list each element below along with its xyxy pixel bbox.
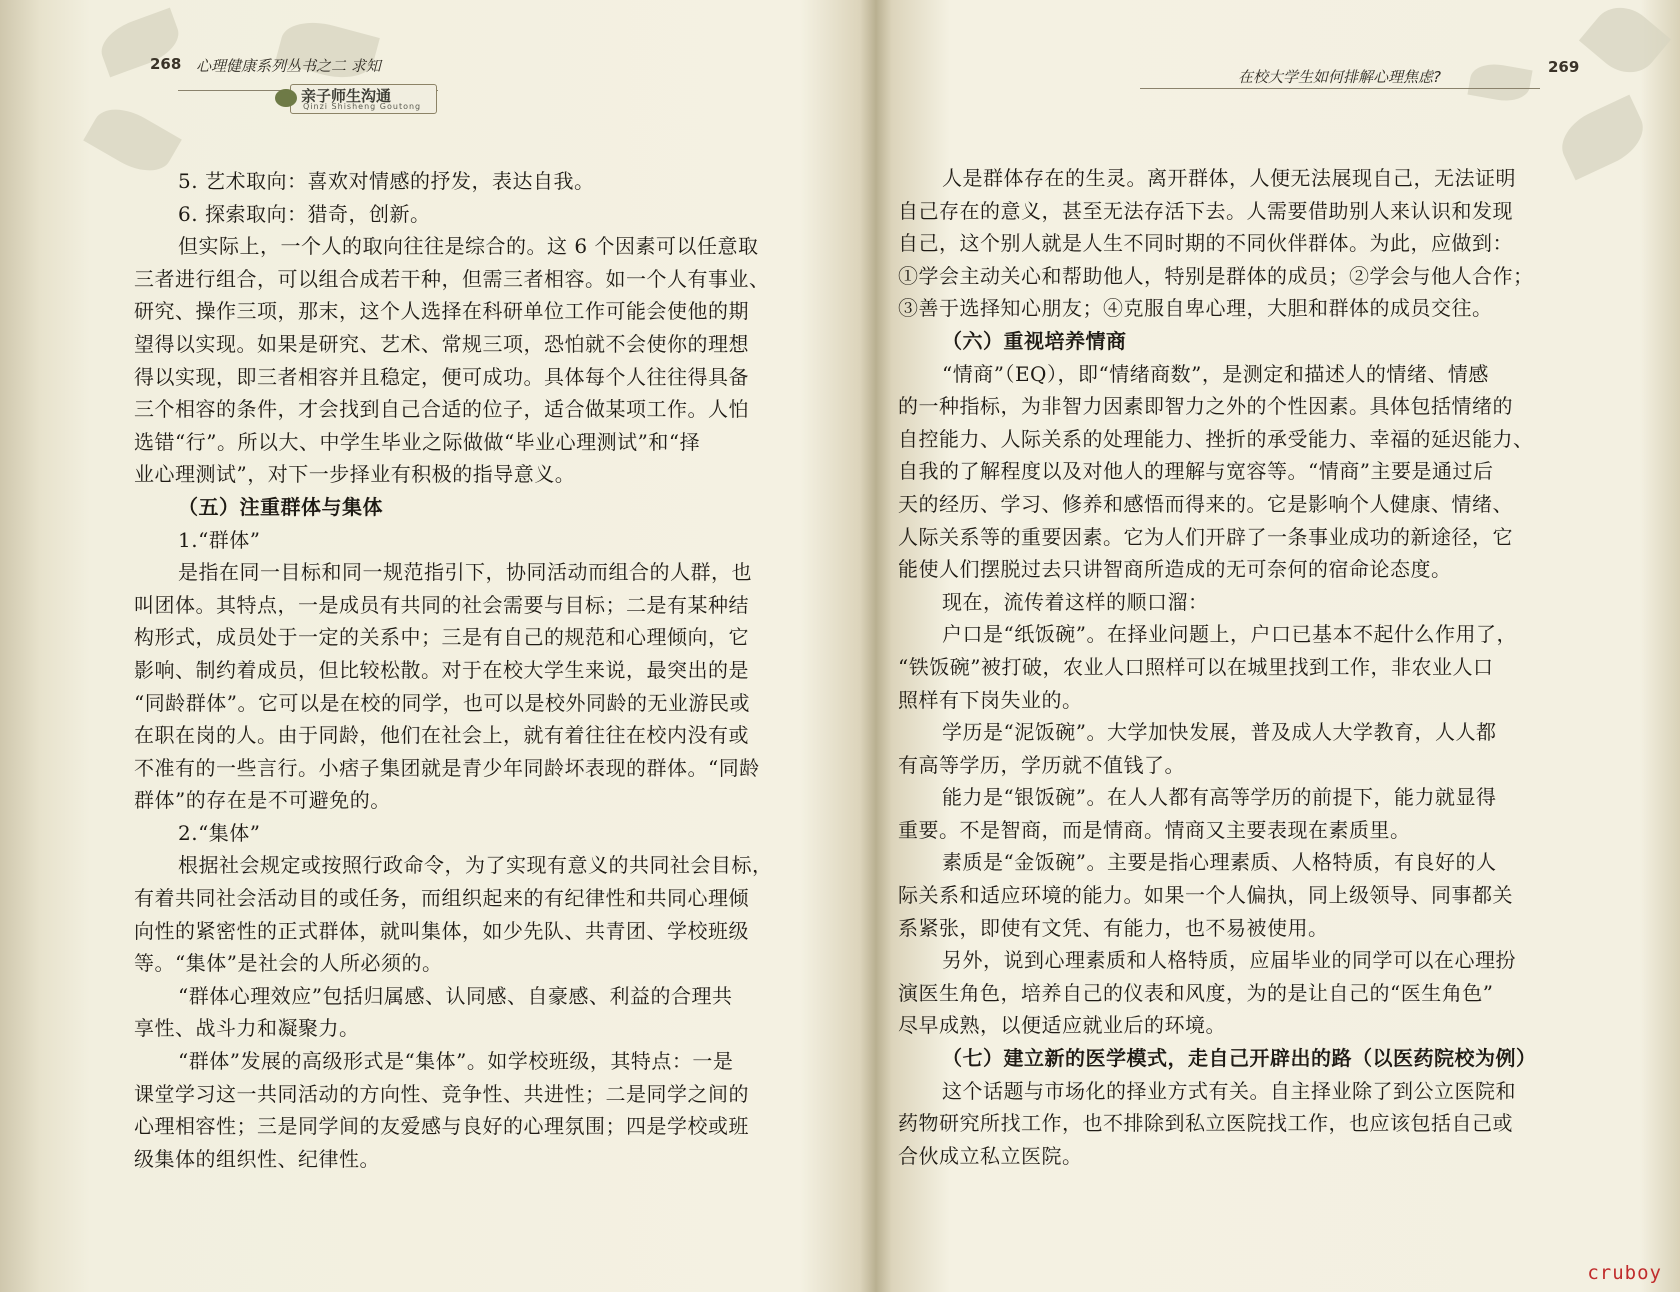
text-line: 三个相容的条件，才会找到自己合适的位子，适合做某项工作。人怕: [134, 397, 749, 422]
text-line: 素质是“金饭碗”。主要是指心理素质、人格特质，有良好的人: [942, 850, 1497, 875]
section-heading: （五）注重群体与集体: [178, 494, 383, 519]
text-line: 户口是“纸饭碗”。在择业问题上，户口已基本不起什么作用了，: [942, 622, 1517, 647]
text-line: 群体”的存在是不可避免的。: [134, 788, 391, 813]
text-line: 是指在同一目标和同一规范指引下，协同活动而组合的人群，也: [178, 560, 752, 585]
right-page-number: 269: [1548, 58, 1580, 76]
text-line: 根据社会规定或按照行政命令，为了实现有意义的共同社会目标，: [178, 853, 773, 878]
right-page-body: [898, 162, 1598, 1172]
text-line: 不准有的一些言行。小痞子集团就是青少年同龄坏表现的群体。“同龄: [134, 755, 760, 780]
right-header-rule: [1140, 88, 1540, 89]
text-line: 有着共同社会活动目的或任务，而组织起来的有纪律性和共同心理倾: [134, 886, 749, 911]
text-line: 研究、操作三项，那末，这个人选择在科研单位工作可能会使他的期: [134, 299, 749, 324]
left-page-number: 268: [150, 55, 182, 73]
text-line: 叫团体。其特点，一是成员有共同的社会需要与目标；二是有某种结: [134, 592, 749, 617]
series-title: 心理健康系列丛书之二 求知: [196, 57, 381, 75]
text-line: 选错“行”。所以大、中学生毕业之际做做“毕业心理测试”和“择: [134, 429, 701, 454]
text-line: 另外，说到心理素质和人格特质，应届毕业的同学可以在心理扮: [942, 948, 1516, 973]
text-line: 心理相容性；三是同学间的友爱感与良好的心理氛围；四是学校或班: [134, 1114, 749, 1139]
text-line: 享性、战斗力和凝聚力。: [134, 1016, 360, 1041]
text-line: 三者进行组合，可以组合成若干种，但需三者相容。如一个人有事业、: [134, 266, 770, 291]
brand-badge: [290, 84, 437, 114]
text-line: 能力是“银饭碗”。在人人都有高等学历的前提下，能力就显得: [942, 785, 1497, 810]
text-line: “同龄群体”。它可以是在校的同学，也可以是校外同龄的无业游民或: [134, 690, 750, 715]
text-line: 尽早成熟，以便适应就业后的环境。: [898, 1013, 1226, 1038]
text-line: “群体心理效应”包括归属感、认同感、自豪感、利益的合理共: [178, 983, 733, 1008]
text-line: 自己存在的意义，甚至无法存活下去。人需要借助别人来认识和发现: [898, 198, 1513, 223]
text-line: 向性的紧密性的正式群体，就叫集体，如少先队、共青团、学校班级: [134, 918, 749, 943]
text-line: “情商”（EQ），即“情绪商数”，是测定和描述人的情绪、情感: [942, 361, 1489, 386]
text-line: 构形式，成员处于一定的关系中；三是有自己的规范和心理倾向，它: [134, 625, 749, 650]
text-line: “群体”发展的高级形式是“集体”。如学校班级，其特点：一是: [178, 1049, 734, 1074]
text-line: 自我的了解程度以及对他人的理解与宽容等。“情商”主要是通过后: [898, 459, 1494, 484]
watermark: cruboy: [1587, 1262, 1662, 1284]
text-line: 药物研究所找工作，也不排除到私立医院找工作，也应该包括自己或: [898, 1111, 1513, 1136]
text-line: 人是群体存在的生灵。离开群体，人便无法展现自己，无法证明: [942, 166, 1516, 190]
text-line: 6. 探索取向：猎奇，创新。: [178, 201, 431, 226]
text-line: 等。“集体”是社会的人所必须的。: [134, 951, 443, 976]
leaf-ornament-icon: [1467, 60, 1532, 105]
text-line: 重要。不是智商，而是情商。情商又主要表现在素质里。: [898, 817, 1411, 842]
text-line: 影响、制约着成员，但比较松散。对于在校大学生来说，最突出的是: [134, 657, 749, 682]
brand-leaf-icon: [275, 89, 297, 107]
leaf-ornament-icon: [1579, 0, 1671, 85]
text-line: 有高等学历，学历就不值钱了。: [898, 752, 1185, 777]
text-line: 系紧张，即使有文凭、有能力，也不易被使用。: [898, 915, 1329, 940]
text-line: 2.“集体”: [178, 820, 261, 845]
left-page-body: [134, 165, 834, 1175]
text-line: 照样有下岗失业的。: [898, 687, 1083, 712]
text-line: 望得以实现。如果是研究、艺术、常规三项，恐怕就不会使你的理想: [134, 331, 749, 356]
text-line: “铁饭碗”被打破，农业人口照样可以在城里找到工作，非农业人口: [898, 654, 1494, 679]
section-heading: （六）重视培养情商: [942, 328, 1127, 353]
text-line: 1.“群体”: [178, 527, 261, 552]
text-line: ①学会主动关心和帮助他人，特别是群体的成员；②学会与他人合作；: [898, 263, 1534, 288]
text-line: 人际关系等的重要因素。它为人们开辟了一条事业成功的新途径，它: [898, 524, 1513, 549]
text-line: 级集体的组织性、纪律性。: [134, 1146, 380, 1171]
text-line: 课堂学习这一共同活动的方向性、竞争性、共进性；二是同学之间的: [134, 1081, 749, 1106]
text-line: 现在，流传着这样的顺口溜：: [942, 589, 1209, 614]
text-line: 合伙成立私立医院。: [898, 1143, 1083, 1168]
text-line: 天的经历、学习、修养和感悟而得来的。它是影响个人健康、情绪、: [898, 491, 1513, 516]
brand-subtitle: Qinzi Shisheng Goutong: [303, 102, 422, 111]
brand-title: 亲子师生沟通: [301, 87, 392, 105]
text-line: 学历是“泥饭碗”。大学加快发展，普及成人大学教育，人人都: [942, 720, 1497, 745]
chapter-title: 在校大学生如何排解心理焦虑?: [1238, 68, 1441, 86]
text-line: 的一种指标，为非智力因素即智力之外的个性因素。具体包括情绪的: [898, 394, 1513, 419]
text-line: 得以实现，即三者相容并且稳定，便可成功。具体每个人往往得具备: [134, 364, 749, 389]
text-line: 自控能力、人际关系的处理能力、挫折的承受能力、幸福的延迟能力、: [898, 426, 1534, 451]
text-line: 自己，这个别人就是人生不同时期的不同伙伴群体。为此，应做到：: [898, 231, 1513, 256]
text-line: ③善于选择知心朋友；④克服自卑心理，大胆和群体的成员交往。: [898, 296, 1493, 321]
text-line: 能使人们摆脱过去只讲智商所造成的无可奈何的宿命论态度。: [898, 557, 1452, 582]
text-line: 这个话题与市场化的择业方式有关。自主择业除了到公立医院和: [942, 1078, 1516, 1103]
section-heading: （七）建立新的医学模式，走自己开辟出的路（以医药院校为例）: [942, 1046, 1537, 1071]
text-line: 演医生角色，培养自己的仪表和风度，为的是让自己的“医生角色”: [898, 980, 1494, 1005]
text-line: 5. 艺术取向：喜欢对情感的抒发，表达自我。: [178, 169, 595, 193]
text-line: 在职在岗的人。由于同龄，他们在社会上，就有着往往在校内没有或: [134, 723, 749, 748]
text-line: 但实际上，一个人的取向往往是综合的。这 6 个因素可以任意取: [178, 234, 759, 259]
text-line: 际关系和适应环境的能力。如果一个人偏执，同上级领导、同事都关: [898, 883, 1513, 908]
text-line: 业心理测试”，对下一步择业有积极的指导意义。: [134, 462, 576, 487]
